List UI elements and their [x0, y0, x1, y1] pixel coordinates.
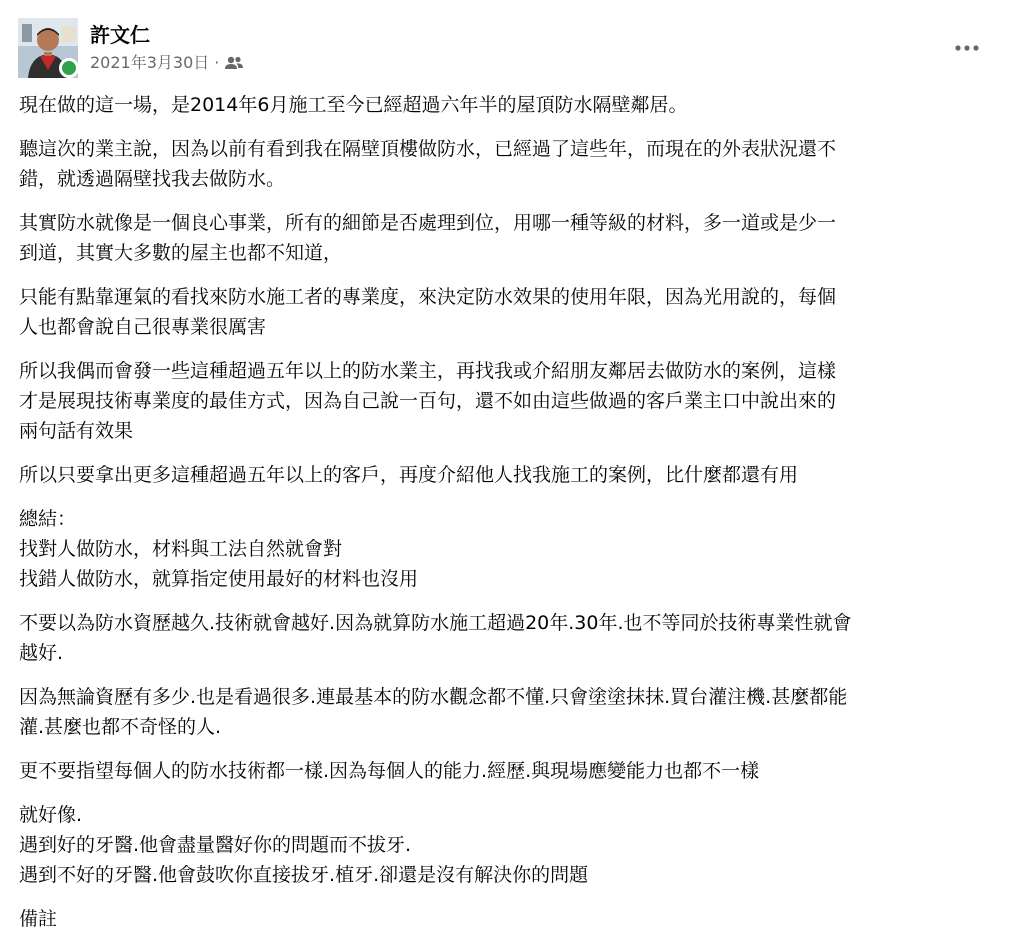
paragraph [19, 504, 991, 594]
text-line: 灌.甚麼也都不奇怪的人. [19, 716, 222, 738]
text-line: 現在做的這一場，是2014年6月施工至今已經超過六年半的屋頂防水隔壁鄰居。 [19, 94, 688, 116]
more-horizontal-icon [954, 44, 980, 52]
meta-separator: · [214, 53, 220, 72]
post-meta [90, 52, 244, 74]
text-line: 不要以為防水資歷越久.技術就會越好.因為就算防水施工超過20年.30年.也不等同於技術專業性就會 [19, 612, 852, 634]
paragraph [19, 90, 991, 120]
text-line: 人也都會說自己很專業很厲害 [19, 316, 267, 338]
text-line: 備註 [19, 908, 58, 930]
paragraph [19, 800, 991, 890]
friends-icon[interactable] [224, 55, 244, 71]
author-name[interactable]: 許文仁 [90, 23, 150, 47]
online-status-dot [59, 58, 79, 78]
paragraph [19, 756, 991, 786]
text-line: 其實防水就像是一個良心事業，所有的細節是否處理到位，用哪一種等級的材料，多一道或是少一 [19, 212, 837, 234]
paragraph [19, 682, 991, 742]
text-line: 聽這次的業主說，因為以前有看到我在隔壁頂樓做防水，已經過了這些年，而現在的外表狀況還不 [19, 138, 837, 160]
post-header [18, 18, 993, 82]
text-line: 兩句話有效果 [19, 420, 134, 442]
text-line: 所以我偶而會發一些這種超過五年以上的防水業主，再找我或介紹朋友鄰居去做防水的案例，這樣 [19, 360, 837, 382]
text-line: 就好像. [19, 804, 83, 826]
text-line: 所以只要拿出更多這種超過五年以上的客戶，再度介紹他人找我施工的案例，比什麼都還有用 [19, 464, 799, 486]
paragraph [19, 608, 991, 668]
paragraph [19, 134, 991, 194]
text-line: 找錯人做防水，就算指定使用最好的材料也沒用 [19, 568, 419, 590]
paragraph [19, 460, 991, 490]
author-avatar-wrapper[interactable] [18, 18, 78, 78]
text-line: 錯，就透過隔壁找我去做防水。 [19, 168, 286, 190]
text-line: 找對人做防水，材料與工法自然就會對 [19, 538, 343, 560]
post-date[interactable]: 2021年3月30日 [90, 53, 210, 72]
text-line: 才是展現技術專業度的最佳方式，因為自己說一百句，還不如由這些做過的客戶業主口中說出來的 [19, 390, 837, 412]
text-line: 遇到不好的牙醫.他會鼓吹你直接拔牙.植牙.卻還是沒有解決你的問題 [19, 864, 589, 886]
text-line: 到道，其實大多數的屋主也都不知道， [19, 242, 343, 264]
text-line: 遇到好的牙醫.他會盡量醫好你的問題而不拔牙. [19, 834, 412, 856]
text-line: 總結： [19, 508, 77, 530]
text-line: 因為無論資歷有多少.也是看過很多.連最基本的防水觀念都不懂.只會塗塗抹抹.買台灌注機.甚麼都能 [19, 686, 848, 708]
text-line: 更不要指望每個人的防水技術都一樣.因為每個人的能力.經歷.與現場應變能力也都不一樣 [19, 760, 760, 782]
text-line: 只能有點靠運氣的看找來防水施工者的專業度，來決定防水效果的使用年限，因為光用說的，每個 [19, 286, 837, 308]
more-options-button[interactable] [949, 34, 985, 62]
paragraph [19, 904, 991, 934]
text-line: 越好. [19, 642, 64, 664]
post-body [19, 90, 991, 948]
paragraph [19, 356, 991, 446]
paragraph [19, 282, 991, 342]
paragraph [19, 208, 991, 268]
